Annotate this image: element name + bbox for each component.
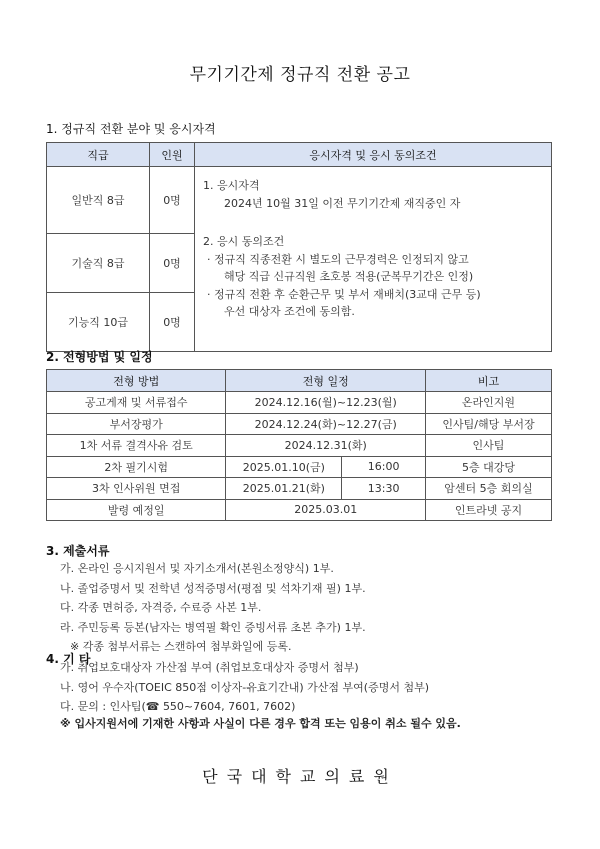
section3-heading-text: 3. 제출서류	[46, 544, 110, 558]
note-cell: 암센터 5층 회의실	[425, 478, 551, 500]
documents-list	[60, 559, 366, 657]
table-row	[47, 167, 552, 234]
section4-heading-text: 4. 기 타	[46, 652, 91, 666]
table-row	[47, 392, 552, 414]
qualification-table	[46, 142, 552, 352]
list-item: 라. 주민등록 등본(남자는 병역필 확인 증빙서류 초본 추가) 1부.	[60, 620, 366, 634]
cancellation-warning: ※ 입사지원서에 기재한 사항과 사실이 다른 경우 합격 또는 임용이 취소 될수 있음.	[60, 717, 461, 730]
table-row	[47, 413, 552, 435]
schedule-table	[46, 369, 552, 521]
section1-heading: 1. 정규직 전환 분야 및 응시자격	[46, 122, 216, 136]
list-item: 가. 온라인 응시지원서 및 자기소개서(본원소정양식) 1부.	[60, 562, 334, 575]
header-conditions: 응시자격 및 응시 동의조건	[195, 143, 552, 167]
note-cell: 인사팀	[425, 435, 551, 457]
method-cell: 3차 인사위원 면접	[47, 478, 226, 500]
method-cell: 2차 필기시험	[47, 456, 226, 478]
table-row	[47, 478, 552, 500]
date-cell: 2025.03.01	[226, 499, 425, 521]
date-cell: 2025.01.21(화)	[226, 478, 342, 500]
condition-bullet2-line2: 우선 대상자 조건에 동의함.	[224, 305, 355, 318]
section2-heading	[46, 348, 153, 365]
job-cell: 일반직 8급	[47, 167, 150, 234]
condition-item2-title: 2. 응시 동의조건	[203, 235, 285, 248]
date-cell: 2024.12.24(화)~12.27(금)	[226, 413, 425, 435]
header-job: 직급	[47, 143, 150, 167]
conditions-cell	[195, 167, 552, 352]
condition-bullet2-line1: · 정규직 전환 후 순환근무 및 부서 재배치(3교대 근무 등)	[207, 287, 481, 301]
document-title: 무기기간제 정규직 전환 공고	[189, 65, 411, 85]
count-cell: 0명	[150, 167, 195, 234]
method-cell: 발령 예정일	[47, 499, 226, 521]
condition-item1-text: 2024년 10월 31일 이전 무기기간제 재직중인 자	[224, 196, 461, 210]
count-cell: 0명	[150, 293, 195, 352]
method-cell: 1차 서류 결격사유 검토	[47, 435, 226, 457]
condition-bullet1-line2: 해당 직급 신규직원 초호봉 적용(군복무기간은 인정)	[224, 270, 474, 283]
header-schedule: 전형 일정	[226, 370, 425, 392]
count-cell: 0명	[150, 234, 195, 293]
documents-note: ※ 각종 첨부서류는 스캔하여 첨부화일에 등록.	[70, 640, 292, 653]
note-cell: 인트라넷 공지	[425, 499, 551, 521]
list-item: 다. 각종 면허증, 자격증, 수료증 사본 1부.	[60, 601, 262, 614]
list-item: 나. 영어 우수자(TOEIC 850점 이상자-유효기간내) 가산점 부여(증명서 첨부)	[60, 680, 430, 694]
condition-bullet1-line1: · 정규직 직종전환 시 별도의 근무경력은 인정되지 않고	[207, 252, 469, 266]
method-cell: 공고게재 및 서류접수	[47, 392, 226, 414]
method-cell: 부서장평가	[47, 413, 226, 435]
header-method: 전형 방법	[47, 370, 226, 392]
organization-name: 단국대학교의료원	[202, 767, 398, 786]
list-item: 나. 졸업증명서 및 전학년 성적증명서(평점 및 석차기재 필) 1부.	[60, 581, 366, 595]
table-row	[47, 435, 552, 457]
note-cell: 5층 대강당	[425, 456, 551, 478]
note-cell: 온라인지원	[425, 392, 551, 414]
misc-list	[60, 658, 429, 717]
header-note: 비고	[425, 370, 551, 392]
table-header-row	[47, 370, 552, 392]
date-cell: 2024.12.16(월)~12.23(월)	[226, 392, 425, 414]
section3-heading	[46, 542, 109, 559]
table-header-row	[47, 143, 552, 167]
note-cell: 인사팀/해당 부서장	[425, 413, 551, 435]
job-cell: 기능직 10급	[47, 293, 150, 352]
header-count: 인원	[150, 143, 195, 167]
section2-heading-text: 2. 전형방법 및 일정	[46, 350, 153, 364]
date-cell: 2024.12.31(화)	[226, 435, 425, 457]
table-row	[47, 499, 552, 521]
time-cell: 13:30	[342, 478, 426, 500]
condition-item1-title: 1. 응시자격	[203, 179, 260, 192]
table-row	[47, 456, 552, 478]
time-cell: 16:00	[342, 456, 426, 478]
list-item: 가. 취업보호대상자 가산점 부여 (취업보호대상자 증명서 첨부)	[60, 661, 359, 674]
list-item: 다. 문의 : 인사팀(☎ 550~7604, 7601, 7602)	[60, 700, 296, 713]
job-cell: 기술직 8급	[47, 234, 150, 293]
date-cell: 2025.01.10(금)	[226, 456, 342, 478]
